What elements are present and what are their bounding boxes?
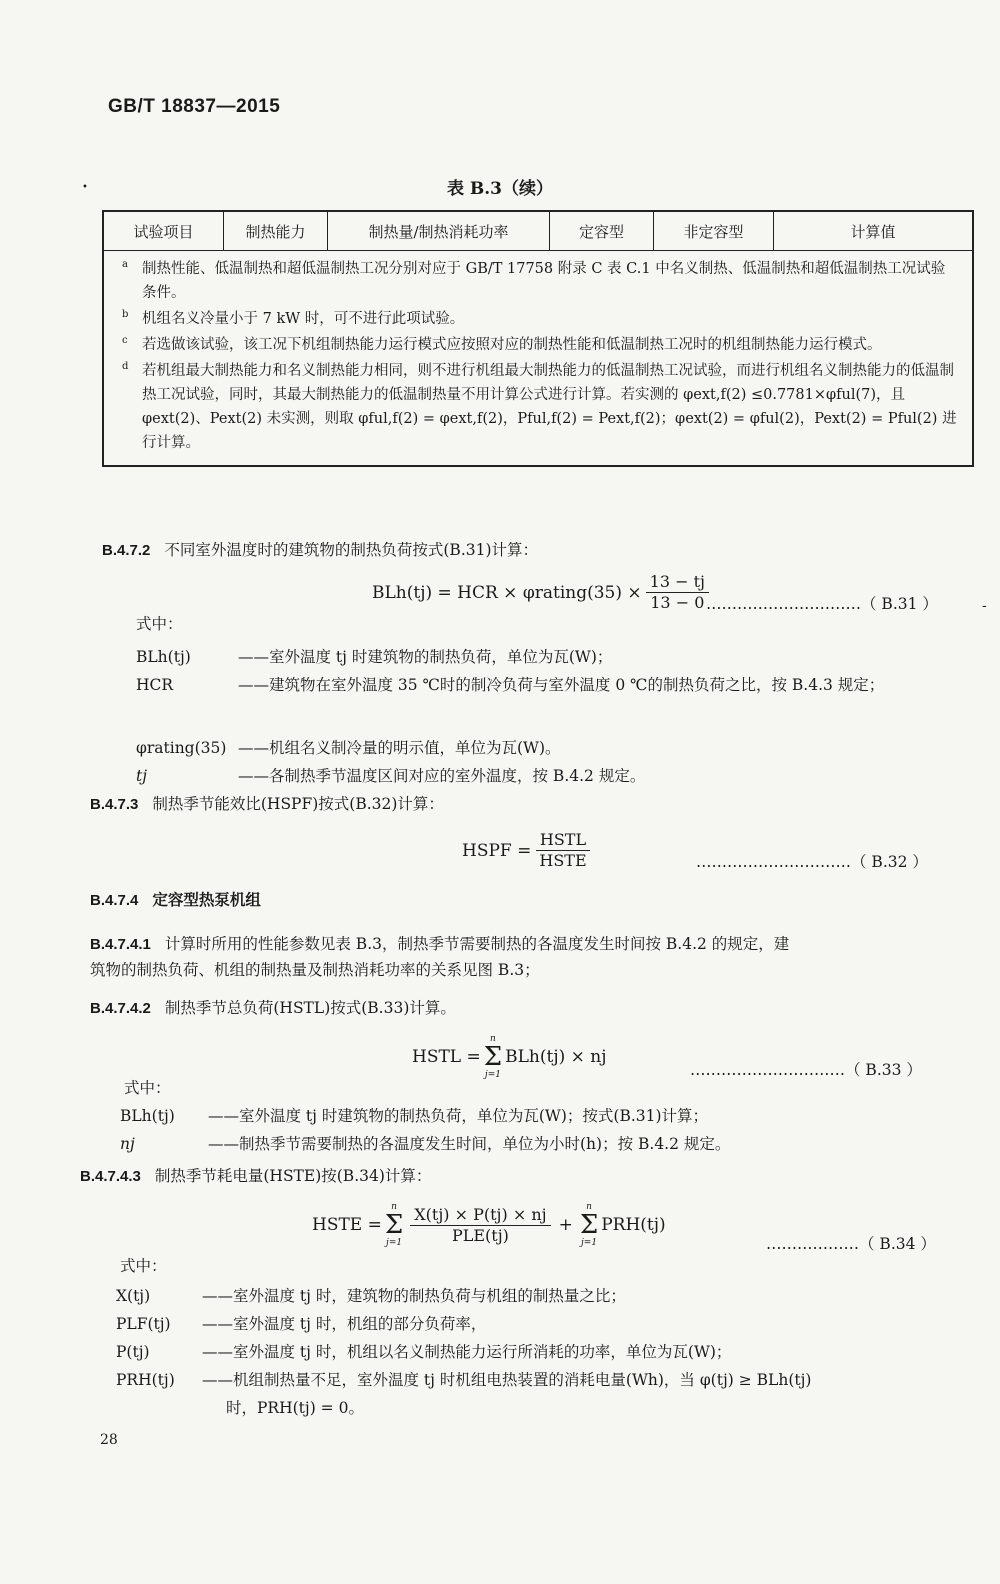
note-text: 制热性能、低温制热和超低温制热工况分别对应于 GB/T 17758 附录 C 表 C.1 中名义制热、低温制热和超低温制热工况试验条件。 — [142, 261, 946, 301]
clause-number: B.4.7.4.2 — [90, 1000, 151, 1017]
col-heating-capacity: 制热能力 — [224, 212, 328, 250]
var-symbol: PLF(tj) — [116, 1315, 171, 1333]
var-symbol: X(tj) — [116, 1287, 151, 1305]
clause-b4-7-4-2 — [90, 996, 456, 1021]
equation-number: …………………………（ B.31 ） — [706, 595, 938, 613]
equation-b31 — [372, 572, 713, 613]
var-symbol: nj — [120, 1135, 135, 1153]
equation-b32 — [462, 830, 595, 871]
clause-b4-7-4-3 — [80, 1164, 431, 1189]
where-label: 式中： — [124, 1079, 171, 1097]
equation-rhs: BLh(tj) × nj — [505, 1047, 607, 1067]
equation-b34 — [312, 1202, 666, 1248]
numerator: 13 − tj — [646, 572, 709, 593]
var-description: ——建筑物在室外温度 35 ℃时的制冷负荷与室外温度 0 ℃的制热负荷之比，按 B.4.3 规定； — [238, 676, 885, 694]
var-description-continued: 时，PRH(tj) = 0。 — [226, 1399, 364, 1417]
standard-number: GB/T 18837—2015 — [108, 96, 281, 117]
sigma-symbol: Σ — [579, 1210, 599, 1240]
sum-upper: n — [391, 1202, 397, 1212]
col-heating-quantity: 制热量/制热消耗功率 — [328, 212, 550, 250]
note-mark: c — [122, 335, 128, 346]
var-description: ——室外温度 tj 时建筑物的制热负荷，单位为瓦(W)；按式(B.31)计算； — [208, 1107, 709, 1125]
clause-number: B.4.7.4 — [90, 892, 139, 909]
equation-lhs: HSPF = — [462, 840, 532, 861]
equation-number: ………………（ B.34 ） — [766, 1235, 936, 1253]
table-note — [122, 333, 958, 357]
table-b3 — [102, 210, 974, 467]
note-text: 机组名义冷量小于 7 kW 时，可不进行此项试验。 — [142, 311, 465, 327]
scan-dot: • — [82, 182, 88, 193]
equation-lhs: HSTL = — [412, 1047, 481, 1067]
fraction — [410, 1205, 550, 1246]
sigma-symbol: Σ — [384, 1210, 404, 1240]
sigma-symbol: Σ — [483, 1042, 503, 1072]
sum-lower: j=1 — [484, 1070, 501, 1080]
var-symbol: BLh(tj) — [120, 1107, 175, 1125]
clause-number: B.4.7.3 — [90, 796, 139, 813]
var-description: ——机组制热量不足，室外温度 tj 时机组电热装置的消耗电量(Wh)，当 φ(tj) ≥ BLh(tj) — [202, 1371, 812, 1389]
var-symbol: φrating(35) — [136, 739, 227, 757]
clause-text: 制热季节总负荷(HSTL)按式(B.33)计算。 — [164, 999, 456, 1017]
where-label: 式中： — [120, 1257, 167, 1275]
clause-number: B.4.7.2 — [102, 542, 151, 559]
clause-number: B.4.7.4.3 — [80, 1168, 141, 1185]
note-mark: d — [122, 361, 129, 372]
clause-b4-7-2 — [102, 538, 538, 563]
var-description: ——各制热季节温度区间对应的室外温度，按 B.4.2 规定。 — [238, 767, 646, 785]
table-header — [104, 212, 972, 251]
col-calculated-value: 计算值 — [850, 222, 896, 241]
table-title: 表 B.3（续） — [446, 179, 554, 199]
var-symbol: BLh(tj) — [136, 648, 191, 666]
note-text: 若选做该试验，该工况下机组制热能力运行模式应按照对应的制热性能和低温制热工况时的机组制热能力运行模式。 — [142, 337, 882, 353]
clause-b4-7-4-1 — [90, 932, 789, 957]
var-description: ——机组名义制冷量的明示值，单位为瓦(W)。 — [238, 739, 561, 757]
col-test-item: 试验项目 — [104, 212, 224, 250]
var-description: ——制热季节需要制热的各温度发生时间，单位为小时(h)；按 B.4.2 规定。 — [208, 1135, 731, 1153]
note-mark: b — [122, 309, 129, 320]
var-symbol: PRH(tj) — [116, 1371, 175, 1389]
var-description: ——室外温度 tj 时建筑物的制热负荷，单位为瓦(W)； — [238, 648, 613, 666]
col-variable-capacity: 非定容型 — [654, 212, 774, 250]
clause-text: 制热季节耗电量(HSTE)按(B.34)计算： — [154, 1167, 432, 1185]
var-description: ——室外温度 tj 时，机组以名义制热能力运行所消耗的功率，单位为瓦(W)； — [202, 1343, 732, 1361]
summation — [385, 1202, 403, 1248]
sum-lower: j=1 — [581, 1238, 598, 1248]
summation — [484, 1034, 502, 1080]
note-text: 若机组最大制热能力和名义制热能力相同，则不进行机组最大制热能力的低温制热工况试验，而进行机组名义制热能力的低温制热工况试验，同时，其最大制热能力的低温制热量不用计算公式进行计算。若实测的 φext,f(2) ≤0.7781×φful(7)，且 φext(2)、Pext(2) 未实测，则取 φful,f(2) = φext,f(2)，Pful,f(2) = Pext,f(2)；φext(2) = φful(2)，Pext(2) = Pful(2) 进行计算。 — [142, 363, 957, 451]
var-description: ——室外温度 tj 时，机组的部分负荷率， — [202, 1315, 487, 1333]
numerator: X(tj) × P(tj) × nj — [410, 1205, 550, 1226]
note-mark: a — [122, 259, 128, 270]
equation-lhs: HSTE = — [312, 1215, 382, 1235]
equation-lhs: BLh(tj) = HCR × φrating(35) × — [372, 582, 642, 603]
clause-heading: 定容型热泵机组 — [152, 890, 261, 909]
summation — [580, 1202, 598, 1248]
denominator: HSTE — [539, 851, 587, 870]
clause-number: B.4.7.4.1 — [90, 936, 151, 953]
clause-text: 不同室外温度时的建筑物的制热负荷按式(B.31)计算： — [164, 541, 539, 559]
clause-text: 制热季节能效比(HSPF)按式(B.32)计算： — [152, 795, 444, 813]
fraction — [646, 572, 709, 613]
equation-number: …………………………（ B.32 ） — [696, 853, 928, 871]
fraction — [535, 830, 590, 871]
table-note — [122, 257, 958, 305]
col-fixed-capacity: 定容型 — [550, 212, 654, 250]
scan-mark: - — [982, 598, 987, 614]
table-note — [122, 307, 958, 331]
table-notes — [104, 251, 972, 465]
sum-upper: n — [586, 1202, 592, 1212]
page-number: 28 — [100, 1432, 118, 1448]
sum-upper: n — [490, 1034, 496, 1044]
equation-b33 — [412, 1034, 607, 1080]
clause-text-continued: 筑物的制热负荷、机组的制热量及制热消耗功率的关系见图 B.3； — [90, 961, 540, 979]
plus-sign: + — [558, 1215, 573, 1235]
clause-b4-7-4 — [90, 888, 261, 913]
where-label: 式中： — [136, 615, 183, 633]
numerator: HSTL — [536, 830, 590, 851]
var-description: ——室外温度 tj 时，建筑物的制热负荷与机组的制热量之比； — [202, 1287, 626, 1305]
var-symbol: P(tj) — [116, 1343, 150, 1361]
var-symbol: HCR — [136, 676, 174, 694]
clause-text: 计算时所用的性能参数见表 B.3，制热季节需要制热的各温度发生时间按 B.4.2 的规定，建 — [164, 935, 790, 953]
var-symbol: tj — [136, 767, 148, 785]
equation-rhs: PRH(tj) — [601, 1215, 666, 1235]
denominator: PLE(tj) — [451, 1225, 509, 1245]
equation-number: …………………………（ B.33 ） — [690, 1061, 922, 1079]
denominator: 13 − 0 — [650, 593, 705, 612]
table-note — [122, 359, 958, 455]
clause-b4-7-3 — [90, 792, 444, 817]
sum-lower: j=1 — [386, 1238, 403, 1248]
